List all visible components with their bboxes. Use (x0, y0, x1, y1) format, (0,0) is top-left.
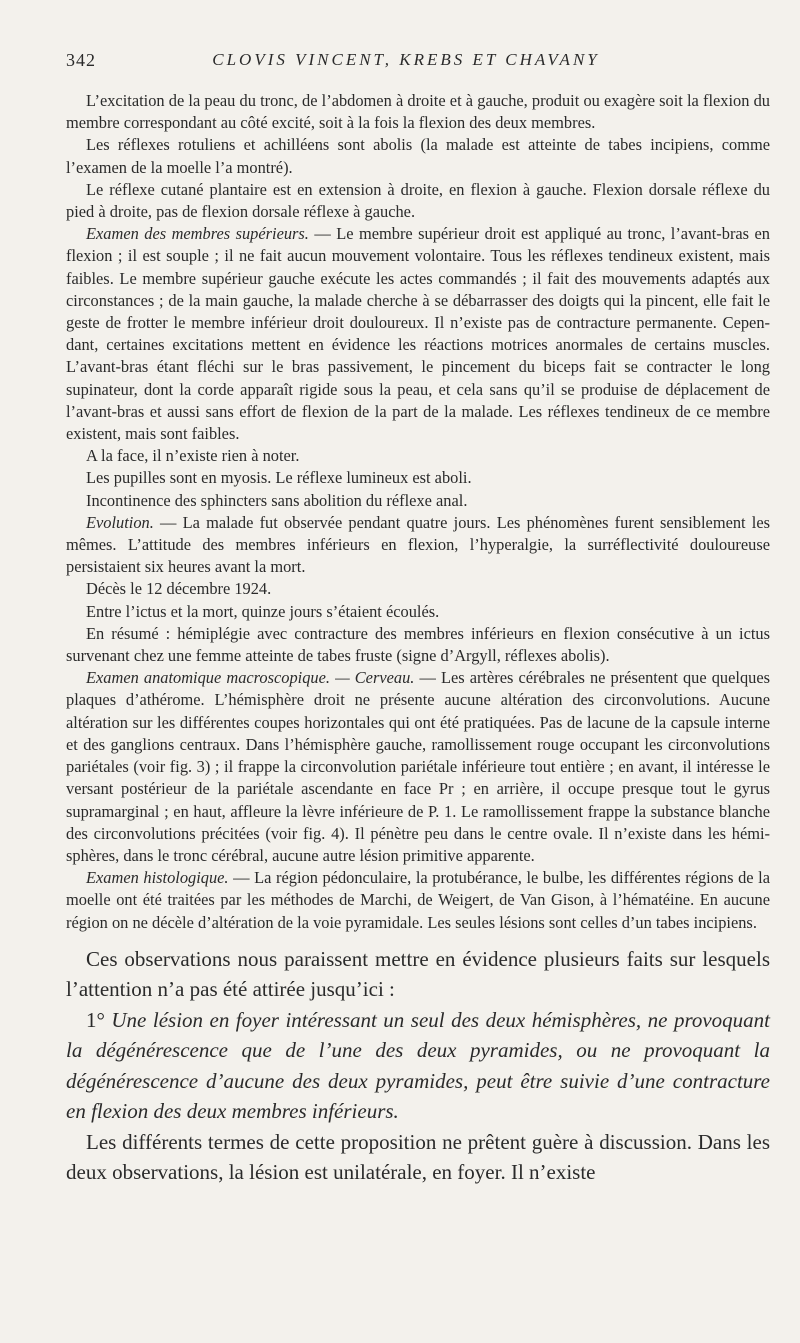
paragraph: En résumé : hémiplégie avec contracture des membres inférieurs en flexion consécutive à un ictus survenant chez une femme atteinte de tabes fruste (signe d’Argyll, réflexes abolis). (66, 623, 770, 666)
paragraph: L’excitation de la peau du tronc, de l’abdomen à droite et à gauche, produit ou exagère soit la flexion du membre correspondant au côté excité, soit à la fois la flexion des deux membres. (66, 91, 770, 133)
paragraph: A la face, il n’existe rien à noter. (86, 446, 300, 466)
paragraph: Le réflexe cutané plantaire est en extension à droite, en flexion à gauche. Flexion dorsale réflexe du pied à droite, pas de flexion dorsale réflexe à gauche. (66, 179, 770, 222)
paragraph: Examen anatomique macroscopique. — Cerveau. — Les artères cérébrales ne présentent que quelques plaques d’athérome. L’hémisphère droit ne présente aucune altération des circonvolutions. Aucune altération sur les différentes coupes horizontales qui ont été pratiquées. Pas de lacune de la capsule interne et des ganglions centraux. Dans l’hémisphère gauche, ramollissement rouge occupant les circonvolutions pariétales (voir fig. 3) ; il frappe la circonvolution pariétale inférieure tout entière ; en avant, il intéresse le versant postérieur de la pariétale ascendante en face Pr ; en arrière, il occupe presque tout le gyrus supramarginal ; en haut, affleure la lèvre inférieure de P. 1. Le ramollissement frappe la substance blanche des circonvolutions précitées (voir fig. 4). Il pénètre peu dans le centre ovale. Il n’existe dans les hémisphères, dans le tronc cérébral, aucune autre lésion primitive apparente. (66, 668, 770, 865)
conclusion-point (66, 1005, 770, 1127)
paragraph: Décès le 12 décembre 1924. (86, 579, 272, 599)
running-title: CLOVIS VINCENT, KREBS ET CHAVANY (212, 50, 600, 69)
article-body (66, 90, 770, 1188)
section-lead: Examen histologique. (86, 868, 229, 888)
page-header (66, 50, 746, 78)
page-number: 342 (66, 50, 96, 70)
paragraph: Examen des membres supérieurs. — Le membre supérieur droit est appliqué au tronc, l’avant-bras en flexion ; il est souple ; il ne fait aucun mouvement volontaire. Tous les réflexes tendineux existent, mais faibles. Le membre supérieur gauche exécute les actes commandés ; il fait des mouvements adaptés aux circonstances ; de la main gauche, la malade cherche à se débarrasser des doigts qui la pincent, elle fait le geste de frotter le membre inférieur droit douloureux. Il n’existe pas de contracture permanente. Cependant, certaines excitations mettent en évidence les réactions motrices anormales de certains muscles. L’avant-bras étant fléchi sur le bras passivement, le pincement du biceps fait se contracter le long supinateur, dont la corde apparaît rigide sous la peau, et cela sans qu’il se produise de déplacement de l’avant-bras et aussi sans effort de flexion de la part de la malade. Les réflexes tendineux de ce membre existent, mais sont faibles. (66, 224, 770, 444)
conclusion-last: Les différents termes de cette proposition ne prêtent guère à discussion. Dans les deux observations, la lésion est unilatérale, en foyer. Il n’existe (66, 1129, 770, 1185)
paragraph: Les réflexes rotuliens et achilléens sont abolis (la malade est atteinte de tabes incipiens, comme l’examen de la moelle l’a montré). (66, 135, 770, 177)
conclusion-intro: Ces observations nous paraissent mettre en évidence plusieurs faits sur lesquels l’attention n’a pas été attirée jusqu’ici : (66, 946, 770, 1002)
paragraph: Examen histologique. — La région pédonculaire, la protubérance, le bulbe, les différentes régions de la moelle ont été traitées par les méthodes de Marchi, de Weigert, de Van Gison, à l’hématéine. En aucune région on ne décèle d’altération de la voie pyramidale. Les seules lésions sont celles d’un tabes incipiens. (66, 868, 770, 932)
paragraph: Les pupilles sont en myosis. Le réflexe lumineux est aboli. (86, 468, 472, 488)
point-text: Une lésion en foyer intéressant un seul des deux hémisphères, ne provoquant la dégénérescence que de l’une des deux pyramides, ou ne provoquant la dégénérescence d’aucune des deux pyramides, peut être suivie d’une contracture en flexion des deux membres inférieurs. (66, 1007, 770, 1124)
section-lead: Examen anatomique macroscopique. — Cerveau. (86, 668, 415, 688)
paragraph: Entre l’ictus et la mort, quinze jours s’étaient écoulés. (86, 601, 440, 621)
section-lead: Examen des membres supérieurs. (86, 224, 309, 244)
paragraph: Evolution. — La malade fut observée pendant quatre jours. Les phénomènes furent sensiblement les mêmes. L’attitude des membres inférieurs en flexion, l’hyperalgie, la surréflectivité douloureuse persistaient six heures avant la mort. (66, 512, 770, 577)
paragraph: Incontinence des sphincters sans abolition du réflexe anal. (86, 490, 468, 510)
section-lead: Evolution. (86, 512, 154, 532)
point-number: 1° (86, 1007, 105, 1032)
